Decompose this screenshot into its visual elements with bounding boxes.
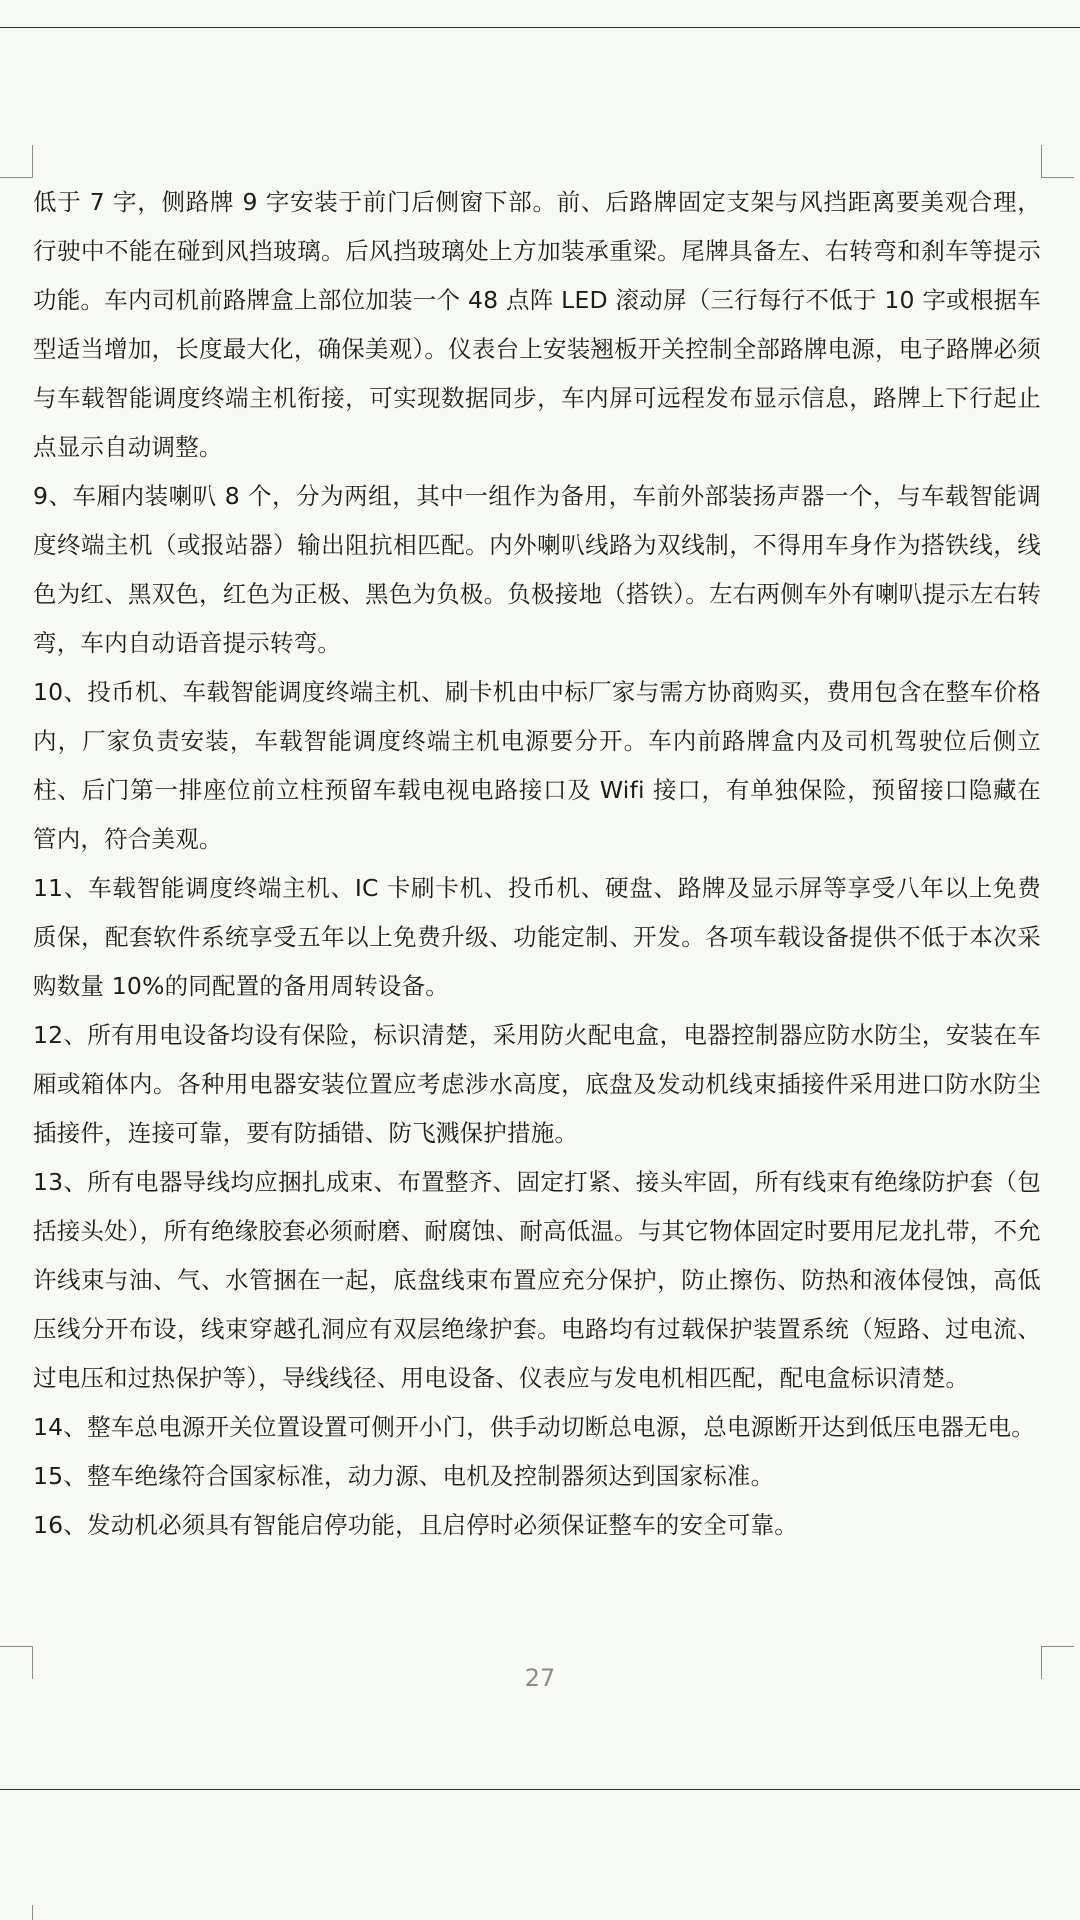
- crop-mark-next-page: [0, 1905, 33, 1920]
- crop-mark-top-left: [0, 145, 33, 178]
- paragraph-item-12: 12、所有用电设备均设有保险，标识清楚，采用防火配电盒，电器控制器应防水防尘，安装在车厢或箱体内。各种用电器安装位置应考虑涉水高度，底盘及发动机线束插接件采用进口防水防尘插接件，连接可靠，要有防插错、防飞溅保护措施。: [33, 1021, 1041, 1147]
- paragraph-item-9: 9、车厢内装喇叭 8 个，分为两组，其中一组作为备用，车前外部装扬声器一个，与车载智能调度终端主机（或报站器）输出阻抗相匹配。内外喇叭线路为双线制，不得用车身作为搭铁线，线色为红、黑双色，红色为正极、黑色为负极。负极接地（搭铁）。左右两侧车外有喇叭提示左右转弯，车内自动语音提示转弯。: [33, 482, 1041, 657]
- document-body: [33, 178, 1041, 1550]
- paragraph-item-11: 11、车载智能调度终端主机、IC 卡刷卡机、投币机、硬盘、路牌及显示屏等享受八年以上免费质保，配套软件系统享受五年以上免费升级、功能定制、开发。各项车载设备提供不低于本次采购数量 10%的同配置的备用周转设备。: [33, 874, 1041, 1000]
- paragraph-item-10: 10、投币机、车载智能调度终端主机、刷卡机由中标厂家与需方协商购买，费用包含在整车价格内，厂家负责安装，车载智能调度终端主机电源要分开。车内前路牌盒内及司机驾驶位后侧立柱、后门第一排座位前立柱预留车载电视电路接口及 Wifi 接口，有单独保险，预留接口隐藏在管内，符合美观。: [33, 678, 1041, 853]
- page-bottom-rule: [0, 1789, 1080, 1790]
- page-number: 27: [524, 1664, 556, 1692]
- paragraph-item-14: 14、整车总电源开关位置设置可侧开小门，供手动切断总电源，总电源断开达到低压电器无电。: [33, 1413, 1036, 1441]
- paragraph-continuation: 低于 7 字，侧路牌 9 字安装于前门后侧窗下部。前、后路牌固定支架与风挡距离要美观合理，行驶中不能在碰到风挡玻璃。后风挡玻璃处上方加装承重梁。尾牌具备左、右转弯和刹车等提示功能。车内司机前路牌盒上部位加装一个 48 点阵 LED 滚动屏（三行每行不低于 10 字或根据车型适当增加，长度最大化，确保美观）。仪表台上安装翘板开关控制全部路牌电源，电子路牌必须与车载智能调度终端主机衔接，可实现数据同步，车内屏可远程发布显示信息，路牌上下行起止点显示自动调整。: [33, 188, 1041, 461]
- paragraph-item-16: 16、发动机必须具有智能启停功能，且启停时必须保证整车的安全可靠。: [33, 1511, 799, 1539]
- crop-mark-top-right: [1041, 145, 1074, 178]
- paragraph-item-13: 13、所有电器导线均应捆扎成束、布置整齐、固定打紧、接头牢固，所有线束有绝缘防护套（包括接头处），所有绝缘胶套必须耐磨、耐腐蚀、耐高低温。与其它物体固定时要用尼龙扎带，不允许线束与油、气、水管捆在一起，底盘线束布置应充分保护，防止擦伤、防热和液体侵蚀，高低压线分开布设，线束穿越孔洞应有双层绝缘护套。电路均有过载保护装置系统（短路、过电流、过电压和过热保护等），导线线径、用电设备、仪表应与发电机相匹配，配电盒标识清楚。: [33, 1168, 1041, 1392]
- page-top-rule: [0, 27, 1080, 28]
- paragraph-item-15: 15、整车绝缘符合国家标准，动力源、电机及控制器须达到国家标准。: [33, 1462, 775, 1490]
